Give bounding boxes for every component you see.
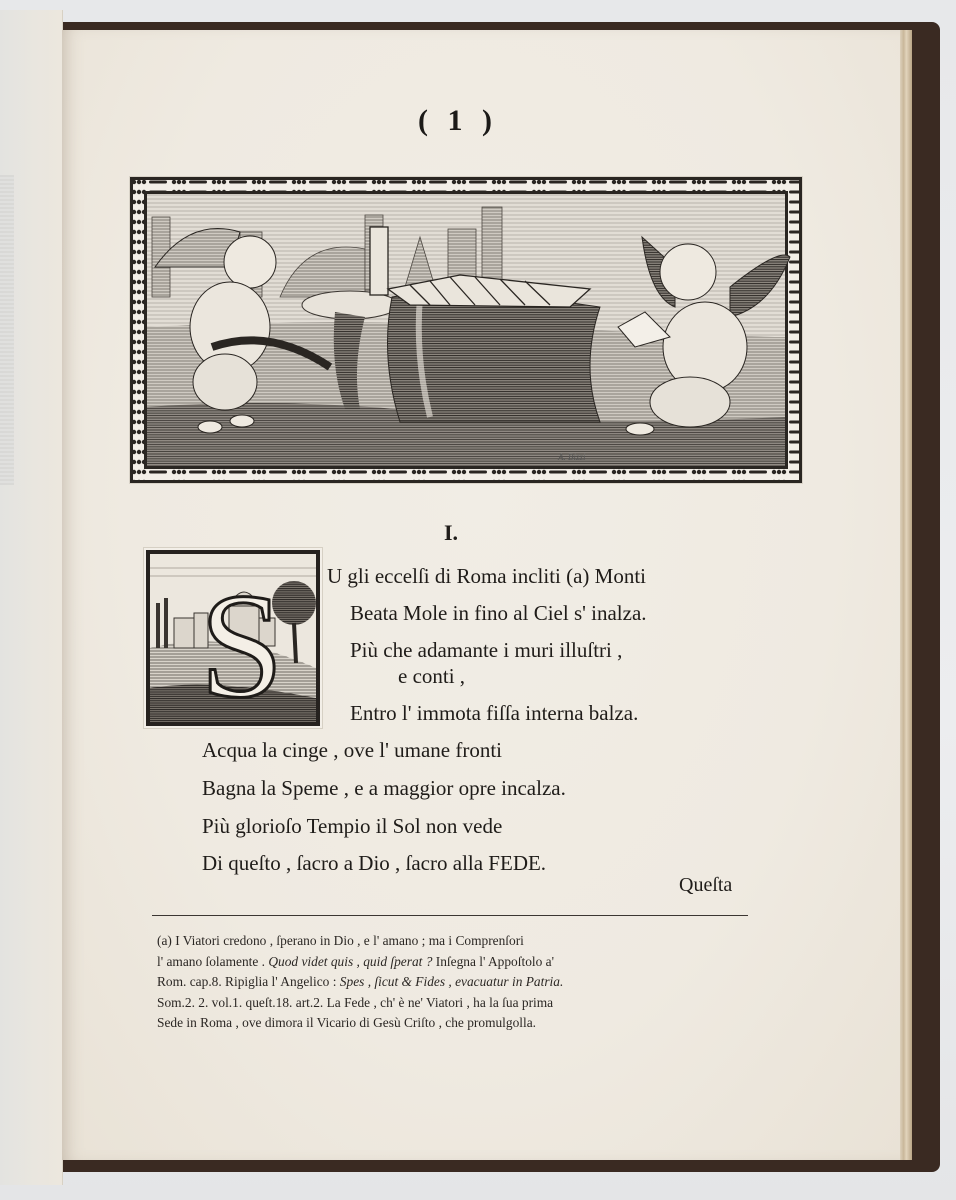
decorated-initial (143, 547, 323, 729)
verse-line-5: Acqua la cinge , ove l' umane fronti (202, 738, 503, 762)
engraver-signature: A. Bizzi (558, 452, 586, 462)
page-fore-edges (898, 30, 912, 1160)
verse-line-6: Bagna la Speme , e a maggior opre incalza. (202, 776, 566, 800)
catchword: Queſta (679, 874, 733, 896)
left-page-edge (0, 10, 63, 1185)
verse-line-4: Entro l' immota fiſſa interna balza. (350, 701, 639, 725)
left-page-bleed-through (0, 175, 14, 485)
footnote-text: l' amano ſolamente . (157, 953, 269, 969)
initial-landscape (144, 548, 322, 728)
verse-line-8: Di queſto , ſacro a Dio , ſacro alla FEDE. (202, 851, 547, 875)
verse-line-1: U gli eccelſi di Roma incliti (a) Monti (327, 564, 647, 588)
footnote-line-5 (157, 1013, 757, 1034)
footnote-latin-quote: Quod videt quis , quid ſperat ? (268, 953, 433, 969)
dropcap-letter: S (200, 563, 284, 728)
headpiece-engraving (129, 176, 803, 484)
page-number: ( 1 ) (418, 104, 498, 137)
verse-line-3-continuation: e conti , (398, 664, 466, 688)
footnote-text: Rom. cap.8. Ripiglia l' Angelico : (157, 974, 340, 989)
footnote-line-2 (157, 952, 757, 973)
verse-line-2: Beata Mole in fino al Ciel s' inalza. (350, 601, 647, 625)
footnote-text: (a) I Viatori credono , ſperano in Dio , e l' amano ; ma i Comprenſori (157, 933, 524, 948)
footnote-line-3 (157, 972, 757, 993)
footnote-line-4 (157, 993, 757, 1014)
footnote (157, 931, 757, 1034)
footnote-text: Inſegna l' Appoſtolo a' (432, 953, 555, 969)
stanza-number: I. (444, 520, 459, 545)
footnote-line-1 (157, 931, 757, 952)
engraving-putti-scene (130, 177, 802, 483)
footnote-latin-quote: Spes , ſicut & Fides , evacuatur in Patria. (339, 974, 564, 989)
footnote-text: Som.2. 2. vol.1. queſt.18. art.2. La Fede , ch' è ne' Viatori , ha la ſua prima (157, 994, 554, 1010)
verse-line-3: Più che adamante i muri illuſtri , (350, 638, 623, 662)
footnote-text: Sede in Roma , ove dimora il Vicario di Gesù Criſto , che promulgolla. (157, 1015, 537, 1030)
verse-line-7: Più glorioſo Tempio il Sol non vede (202, 814, 503, 838)
footnote-rule (152, 915, 748, 916)
